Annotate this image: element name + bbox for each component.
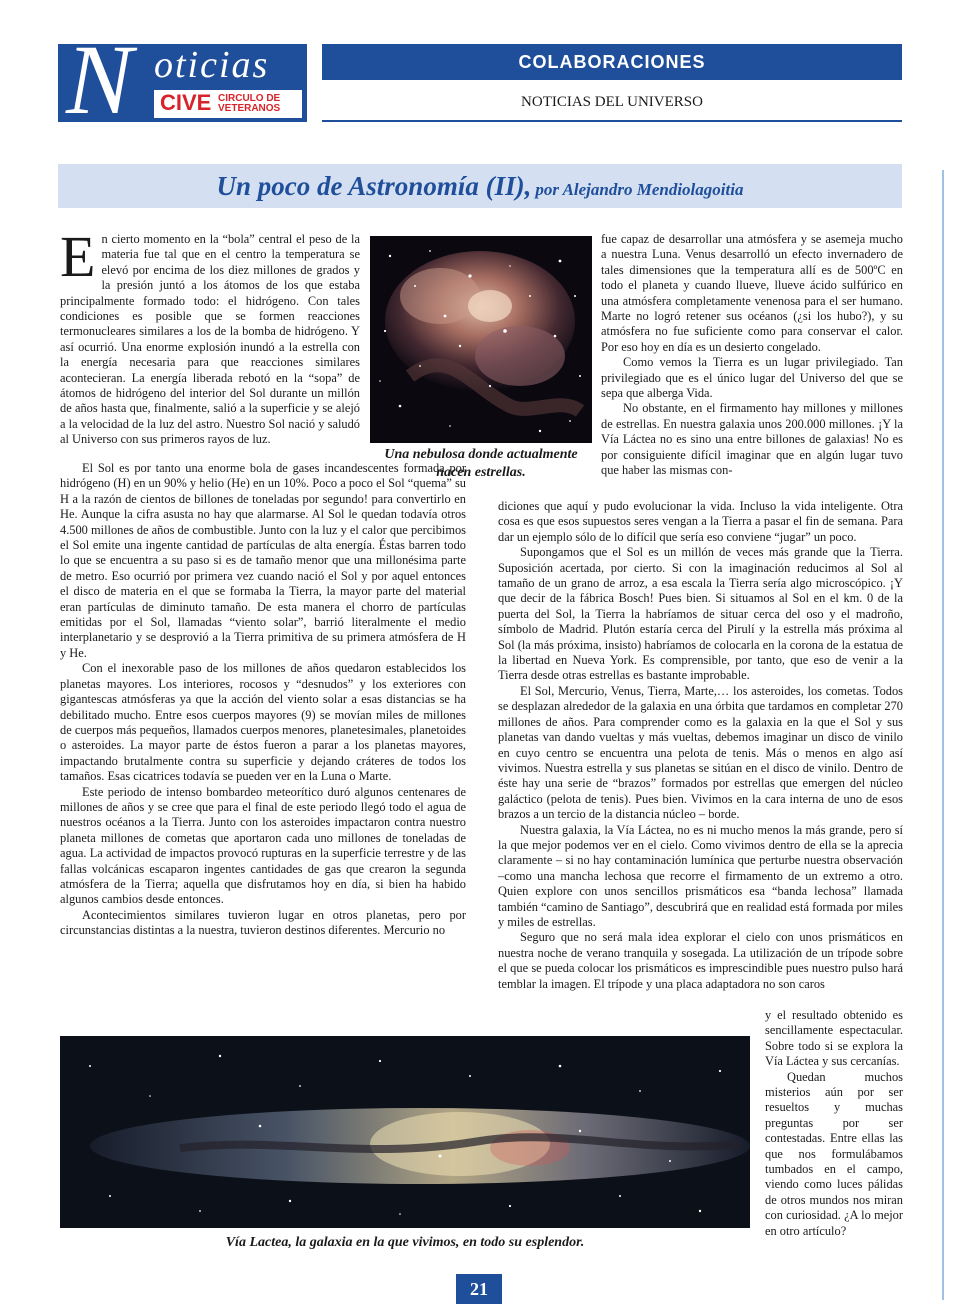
paragraph: Con el inexorable paso de los millones de años quedaron establecidos los planetas mayores. Los interiores, rocosos y “desnudos” y los exteriores con gigantescas atmósferas ya que la acción del viento solar a esas distancias se ha debilitado mucho. Entre esos cuerpos mayores (9) se movían miles de millones de cuerpos más pequeños, llamados cuerpos menores, planetesimales, planetoides o asteroides. La mayor parte de éstos fueron a parar a los planetas mayores, impactando brutalmente contra su superficie y dejando cráteres de todos los tamaños. Esas cicatrices todavía se pueden ver en la Luna o Marte. [60, 661, 466, 784]
section-title: COLABORACIONES [518, 52, 706, 72]
nebula-image [370, 236, 592, 443]
section-header [322, 44, 902, 80]
article-column-2-bottom [498, 499, 903, 992]
paragraph: No obstante, en el firmamento hay millones y millones de estrellas. En nuestra galaxia unos 200.000 millones. ¡Y la Vía Láctea no es sino una entre billones de galaxias! No es por consiguiente difícil imaginar que en algún lugar tuvo que haber las mismas con- [601, 401, 903, 478]
subsection-title: NOTICIAS DEL UNIVERSO [322, 84, 902, 122]
paragraph [60, 224, 360, 448]
logo-subtitle [218, 94, 280, 114]
paragraph: Acontecimientos similares tuvieron lugar en otros planetas, pero por circunstancias distintas a la nuestra, tuvieron destinos diferentes. Mercurio no [60, 907, 466, 938]
paragraph: y el resultado obtenido es sencillamente espectacular. Sobre todo si se explora la Vía Láctea y sus cercanías. [765, 1008, 903, 1069]
logo-brand-box [154, 90, 302, 118]
page-edge-line [942, 170, 944, 1300]
noticias-cive-logo [58, 24, 307, 135]
paragraph: diciones que aquí y pudo evolucionar la vida. Incluso la vida inteligente. Otra cosa es que esos supuestos seres vengan a la Tierra a pasar el fin de semana. Para dar un ejemplo sólo de lo difícil que sería eso conviene “jugar” un poco. [498, 499, 903, 544]
page-number-box [456, 1274, 502, 1304]
article-column-1-top [60, 224, 360, 448]
paragraph: Seguro que no será mala idea explorar el cielo con unos prismáticos en nuestra noche de verano tranquila y sosegada. La utilización de un trípode sobre el que se pueda colocar los prismáticos es imprescindible pues nuestro pulso hará temblar la imagen. El trípode y una placa adaptadora no son caros [498, 930, 903, 991]
paragraph: Nuestra galaxia, la Vía Láctea, no es ni mucho menos la más grande, pero sí la que mejor podemos ver en el cielo. Como vivimos dentro de ella se la aprecia claramente – si no hay contaminación lumínica que perturbe nuestra observación –como una mancha lechosa que recorre el firmamento de un extremo a otro. Quien explore con unos sencillos prismáticos esa “banda lechosa” llamada también “camino de Santiago”, descubrirá que en realidad está formada por miles y miles de estrellas. [498, 822, 903, 929]
article-byline: por Alejandro Mendiolagoitia [535, 180, 744, 199]
paragraph: El Sol es por tanto una enorme bola de gases incandescentes formada por hidrógeno (H) en un 90% y helio (He) en un 10%. Poco a poco el Sol “quema” su H a la razón de cientos de billones de toneladas por segundo! para convertirlo en He. Aunque la cifra asusta no hay que alarmarse. Al Sol le quedan todavía otros 4.500 millones de años de combustible. Junto con la luz y el calor que percibimos el Sol emite una ingente cantidad de partículas de alta energía. Éstas barren todo lo que se encuentra a su paso si es de tamaño menor que una millonésima parte de metro. Eso ocurrió por primera vez cuando nació el Sol y por aquel entonces el disco de materia en el que se formaba la Tierra, la mayor parte del material eran partículas de diminuto tamaño. De esta manera el chorro de partículas emitidas por el Sol, llamadas “viento solar”, barrió literalmente el medio interplanetario y se desprovió a la Tierra primitiva de su primera atmósfera de H y He. [60, 461, 466, 660]
nebula-photo [370, 236, 592, 443]
paragraph: Este periodo de intenso bombardeo meteorítico duró algunos centenares de millones de años y se cree que para el final de este periodo llegó todo el agua de nuestros océanos a la Tierra. Junto con los asteroides impactaron contra nuestro planeta millones de cometas que aportaron cada uno millones de toneladas de agua. La actividad de impactos provocó rupturas en la superficie terrestre y de las fallas volcánicas escaparon ingentes cantidades de gas que crearon la segunda atmósfera de la Tierra; aquella que disfrutamos hoy en día, si bien ha habido algunos cambios desde entonces. [60, 784, 466, 907]
logo-subtitle-line-2: VETERANOS [218, 103, 281, 114]
paragraph-text: n cierto momento en la “bola” central el peso de la materia fue tal que en el centro la temperatura se elevó por encima de los diez millones de grados y la presión juntó a los átomos de los que estaba principalmente formado todo: el hidrógeno. Con tales condiciones es posible que se formen reacciones termonucleares similares a los de la bomba de hidrógeno. Y así ocurrió. Una enorme explosión inundó a la estrella con la energía necesaria para que reacciones similares acontecieran. La energía liberada rebotó en la “sopa” de átomos de hidrógeno del interior del Sol durante un millón de años hasta que, finalmente, salió a la superficie y se alejó a la velocidad de la luz del astro. Nuestro Sol nació y saludó al Universo con sus primeros rayos de luz. [60, 232, 360, 447]
article-column-3 [765, 1008, 903, 1239]
milky-way-photo [60, 1036, 750, 1228]
paragraph: Quedan muchos misterios aún por ser resueltos y muchas preguntas por ser contestadas. Entre ellas las que nos formulábamos tumbados en el campo, viendo como luces pálidas de otros mundos nos miran con curiosidad. ¿A lo mejor en otro artículo? [765, 1069, 903, 1238]
logo-word: oticias [154, 44, 270, 86]
page-number: 21 [470, 1279, 488, 1299]
article-column-1-bottom [60, 461, 466, 939]
article-title: Un poco de Astronomía (II), [216, 171, 532, 201]
nebula-caption: Una nebulosa donde actualmente nacen estrellas. [384, 447, 578, 480]
article-title-band [58, 164, 902, 208]
paragraph: fue capaz de desarrollar una atmósfera y se asemeja mucho a nuestra Luna. Venus desarrolló un efecto invernadero de tales dimensiones que la temperatura allí es de 500ºC en todo el planeta y cuando llueve, llueve ácido sulfúrico en una atmósfera completamente venenosa para el ser humano. Marte no logró retener sus océanos (¿si los hubo?), y su atmósfera no fue suficiente como para conservar el calor. Por eso hoy en día es un desierto congelado. [601, 232, 903, 354]
drop-cap: E [60, 224, 96, 289]
logo-brand: CIVE [160, 90, 212, 115]
logo-letter: N [66, 24, 133, 135]
logo-subtitle-line-1: CIRCULO DE [218, 93, 281, 104]
article-column-2-top [601, 232, 903, 479]
paragraph: Supongamos que el Sol es un millón de veces más grande que la Tierra. Suposición acertada, por cierto. Si con la imaginación reducimos al Sol al tamaño de un grano de arroz, a esa escala la Tierra sería algo microscópico. ¡Y que decir de la fábrica Bosch! Pues bien. Si situamos al Sol en el km. 0 de la puerta del Sol, la Tierra la habríamos de situar cerca del oso y el madroño, símbolo de Madrid. Plutón estaría cerca del Pirulí y la estrella más próxima al Sol (la más próxima, insisto) habríamos de colocarla en la corona de la estatua de la libertad en Nueva York. Es comprensible, por tanto, que eso de venir a la Tierra desde otras estrellas es bastante improbable. [498, 545, 903, 683]
paragraph: El Sol, Mercurio, Venus, Tierra, Marte,… los asteroides, los cometas. Todos se desplazan alrededor de la galaxia en una órbita que tardamos en completar 270 millones de años. Para comprender como es la galaxia en la que el Sol y sus planetas van dando vueltas y más vueltas, debemos imaginar un disco de vinilo en cuyo centro se encuentra una pelota de tenis. Más o menos en algo así vivimos. Nuestra estrella y sus planetas se sitúan en el disco de vinilo. Dentro de éste hay una serie de “brazos” formados por estrellas que emergen del núcleo galáctico (pelota de tenis). Pues bien. Vivimos en la cara interna de uno de esos brazos a un tercio de la distancia núcleo – borde. [498, 683, 903, 822]
paragraph: Como vemos la Tierra es un lugar privilegiado. Tan privilegiado que es el único lugar del Universo del que se sepa que alberga Vida. [601, 355, 903, 401]
milky-way-caption: Vía Lactea, la galaxia en la que vivimos, en todo su esplendor. [225, 1235, 585, 1250]
milky-way-image [60, 1036, 750, 1228]
